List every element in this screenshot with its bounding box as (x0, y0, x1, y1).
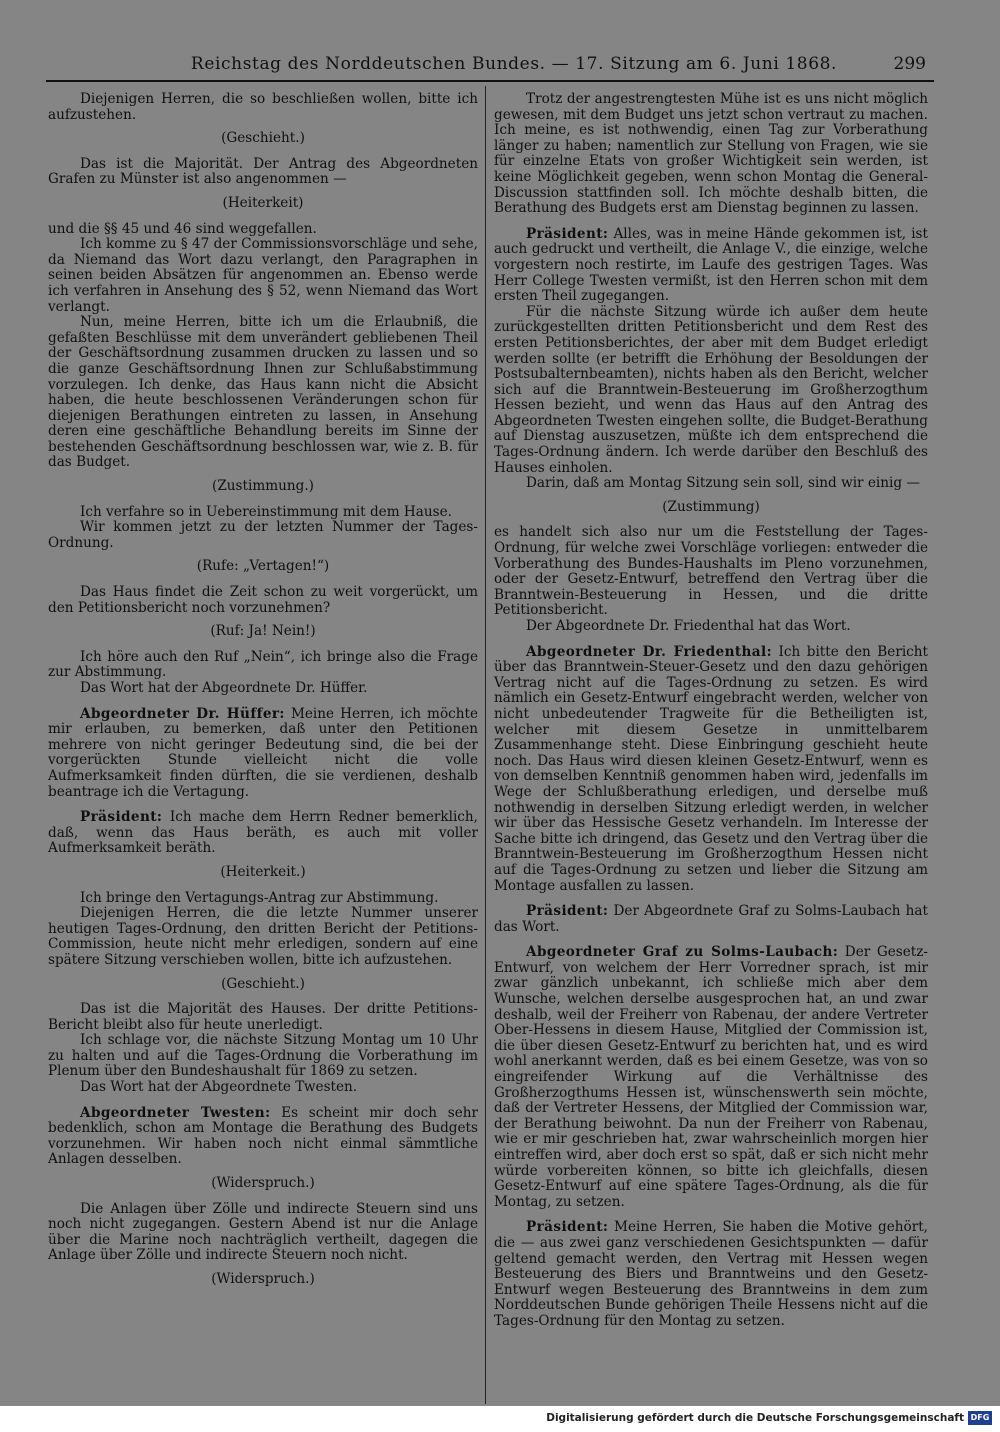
body-paragraph: Für die nächste Sitzung würde ich außer dem heute zurückgestellten dritten Petitionsbericht und dem Rest des ersten Petitionsberichtes, der aber mit dem Budget erledigt werden sollte (er betrifft die Erhöhung der Besoldungen der Postsubalternbeamten), nichts haben als den Bericht, welcher sich auf die Branntwein-Besteuerung im Großherzogthum Hessen bezieht, und wenn das Haus auf den Antrag des Abgeordneten Twesten eingehen sollte, die Budget-Berathung auf Dienstag auszusetzen, müßte ich dem entsprechend die Tages-Ordnung ändern. Ich werde darüber den Beschluß des Hauses einholen. (494, 303, 928, 476)
body-paragraph: Das ist die Majorität des Hauses. Der dritte Petitions-Bericht bleibt also für heute unerledigt. (48, 1001, 478, 1033)
speaker-name: Präsident: (526, 903, 609, 920)
body-paragraph: Der Abgeordnete Dr. Friedenthal hat das Wort. (526, 618, 851, 634)
body-paragraph: Ich verfahre so in Uebereinstimmung mit dem Hause. (80, 503, 452, 520)
speech-paragraph (48, 1106, 478, 1168)
stage-direction: (Zustimmung) (662, 498, 760, 515)
stage-direction: (Widerspruch.) (211, 1271, 315, 1287)
stage-direction: (Geschieht.) (221, 130, 305, 147)
body-paragraph: Wir kommen jetzt zu der letzten Nummer der Tages-Ordnung. (48, 519, 478, 551)
speech-text: Der Abgeordnete Graf zu Solms-Laubach hat das Wort. (494, 903, 928, 935)
speech-paragraph (494, 904, 928, 935)
speaker-name: Abgeordneter Twesten: (80, 1104, 271, 1121)
dfg-logo: DFG (968, 1411, 992, 1425)
stage-direction: (Widerspruch.) (211, 1175, 315, 1192)
speech-text: Meine Herren, Sie haben die Motive gehört, die — aus zwei ganz verschiedenen Gesichtspunkten — dafür geltend gemacht werden, den Vertrag mit Hessen wegen Besteuerung des Biers und Branntweins und den Gesetz-Entwurf wegen Besteuerung des Branntweins in dem zum Norddeutschen Bunde gehörigen Theile Hessens nicht auf die Tages-Ordnung für den Montag zu setzen. (494, 1219, 928, 1329)
body-paragraph: und die §§ 45 und 46 sind weggefallen. (48, 220, 317, 237)
body-paragraph: Die Anlagen über Zölle und indirecte Steuern sind uns noch nicht zugegangen. Gestern Abend ist nur die Anlage über die Marine noch nachträglich vertheilt, dagegen die Anlage über Zölle und indirecte Steuern noch nicht. (48, 1200, 478, 1264)
right-column (494, 92, 928, 1330)
page-number: 299 (893, 54, 926, 74)
body-paragraph: Diejenigen Herren, die so beschließen wollen, bitte ich aufzustehen. (48, 91, 478, 123)
speaker-name: Präsident: (526, 225, 609, 242)
body-paragraph: Diejenigen Herren, die die letzte Nummer unserer heutigen Tages-Ordnung, den dritten Bericht der Petitions-Commission, heute nicht mehr erledigen, sondern auf eine spätere Sitzung verschieben wollen, bitte ich aufzustehen. (48, 905, 478, 968)
body-paragraph: Das Wort hat der Abgeordnete Twesten. (80, 1079, 358, 1096)
speech-paragraph (48, 707, 478, 801)
speaker-name: Präsident: (526, 1219, 609, 1236)
stage-direction: (Heiterkeit) (222, 194, 304, 211)
speech-text: Der Gesetz-Entwurf, von welchem der Herr Vorredner sprach, ist mir zwar gänzlich unbekannt, ich schließe mich aber dem Wunsche, welchen derselbe ausgesprochen hat, an und zwar deshalb, weil der Freiherr von Rabenau, der andere Vertreter Ober-Hessens in diesem Hause, Mitglied der Commission ist, die über diesen Gesetz-Entwurf zu berichten hat, und es wird wohl anerkannt werden, daß es bei einem Gesetze, was von so eingreifender Wirkung auf die Verhältnisse des Großherzogthums Hessen ist, wünschenswerth sein möchte, daß der Vertreter Hessens, der Mitglied der Commission war, der Berathung beiwohnt. Da nun der Freiherr von Rabenau, wie er mir geschrieben hat, zwar wahrscheinlich morgen hier eintreffen wird, aber doch erst so spät, daß er sich nicht mehr würde vorbereiten können, so bitte ich gleichfalls, diesen Gesetz-Entwurf auf eine spätere Tages-Ordnung, als die für Montag, zu setzen. (494, 944, 928, 1210)
footer-bar (0, 1406, 1000, 1432)
speech-paragraph (48, 810, 478, 857)
body-paragraph: es handelt sich also nur um die Feststellung der Tages-Ordnung, für welche zwei Vorschläge vorliegen: entweder die Vorberathung des Bundes-Haushalts im Pleno vorzunehmen, oder der Gesetz-Entwurf, betreffend den Vertrag über die Branntwein-Besteuerung in Hessen, und die dritte Petitionsbericht. (494, 524, 928, 619)
speech-text: Meine Herren, ich möchte mir erlauben, zu bemerken, daß unter den Petitionen mehrere von nicht geringer Bedeutung sind, die bei der vorgerückten Stunde vielleicht nicht die volle Aufmerksamkeit finden dürften, die sie verdienen, deshalb beantrage ich die Vertagung. (48, 705, 479, 800)
body-paragraph: Ich komme zu § 47 der Commissionsvorschläge und sehe, da Niemand das Wort dazu verlangt, den Paragraphen in seinen beiden Absätzen für angenommen an. Ebenso werde ich verfahren in Ansehung des § 52, wenn Niemand das Wort verlangt. (48, 236, 478, 315)
stage-direction: (Zustimmung.) (212, 478, 314, 495)
speech-paragraph (494, 1220, 928, 1329)
stage-direction: (Rufe: „Vertagen!“) (196, 558, 330, 575)
body-paragraph: Das Wort hat der Abgeordnete Dr. Hüffer. (80, 680, 368, 696)
funding-credit: Digitalisierung gefördert durch die Deutsche Forschungsgemeinschaft (546, 1412, 964, 1424)
speech-text: Ich bitte den Bericht über das Branntwein-Steuer-Gesetz und den dazu gehörigen Vertrag nicht auf die Tages-Ordnung zu setzen. Es wird nämlich ein Gesetz-Entwurf eingebracht werden, welcher von nicht unbedeutender Tragweite für die Betheiligten ist, welcher mit diesem Gesetze in unmittelbarem Zusammenhange steht. Diese Einbringung geschieht heute noch. Das Haus wird diesen kleinen Gesetz-Entwurf, wenn es von demselben Kenntniß genommen haben wird, jedenfalls im Wege der Schlußberathung erledigen, und derselbe muß nothwendig in derselben Sitzung erledigt werden, in welcher wir über das Hessische Gesetz verhandeln. Im Interesse der Sache bitte ich dringend, das Gesetz und den Vertrag über die Branntwein-Besteuerung im Großherzogthum Hessen nicht auf die Tages-Ordnung zu setzen und lieber die Sitzung am Montage ausfallen zu lassen. (494, 643, 928, 894)
body-paragraph: Ich schlage vor, die nächste Sitzung Montag um 10 Uhr zu halten und auf die Tages-Ordnung die Vorberathung im Plenum über den Bundeshaushalt für 1869 zu setzen. (48, 1032, 478, 1080)
body-paragraph: Nun, meine Herren, bitte ich um die Erlaubniß, die gefaßten Beschlüsse mit dem unverändert gebliebenen Theil der Geschäftsordnung zusammen drucken zu lassen und so die ganze Geschäftsordnung Ihnen zur Schlußabstimmung vorzulegen. Ich denke, das Haus kann nicht die Absicht haben, die heute beschlossenen Veränderungen schon für diejenigen Berathungen eintreten zu lassen, in Ansehung deren eine geschäftliche Behandlung bereits im Sinne der bestehenden Geschäftsordnung beschlossen war, wie z. B. für das Budget. (48, 314, 478, 471)
speech-text: Alles, was in meine Hände gekommen ist, ist auch gedruckt und vertheilt, die Anlage V., die einzige, welche vorgestern noch restirte, im Laufe des gestrigen Tages. Was Herr College Twesten vermißt, ist den Herren schon mit dem ersten Theil zugegangen. (494, 225, 928, 305)
speech-text: Es scheint mir doch sehr bedenklich, schon am Montage die Berathung des Budgets vorzunehmen. Wir haben noch nicht einmal sämmtliche Anlagen desselben. (48, 1104, 478, 1168)
speech-paragraph (494, 645, 928, 895)
body-paragraph: Ich höre auch den Ruf „Nein“, ich bringe also die Frage zur Abstimmung. (48, 648, 478, 681)
stage-direction: (Heiterkeit.) (220, 863, 306, 880)
running-title: Reichstag des Norddeutschen Bundes. — 17. Sitzung am 6. Juni 1868. (190, 54, 838, 74)
speaker-name: Abgeordneter Dr. Hüffer: (80, 705, 285, 722)
stage-direction: (Geschieht.) (221, 975, 305, 992)
body-paragraph: Trotz der angestrengtesten Mühe ist es uns nicht möglich gewesen, mit dem Budget uns jetzt schon vertraut zu machen. Ich meine, es ist nothwendig, einen Tag zur Vorberathung länger zu haben; namentlich zur Stellung von Fragen, wie sie für einzelne Etats von großer Wichtigkeit sein werden, ist keine Möglichkeit gegeben, wenn schon Montag die General-Discussion stattfinden soll. Ich möchte deshalb bitten, die Berathung des Budgets erst am Dienstag beginnen zu lassen. (494, 91, 928, 217)
column-divider (485, 86, 486, 1404)
page-header (46, 50, 934, 82)
stage-direction: (Ruf: Ja! Nein!) (210, 623, 316, 640)
body-paragraph: Das ist die Majorität. Der Antrag des Abgeordneten Grafen zu Münster ist also angenommen — (48, 155, 478, 188)
speaker-name: Abgeordneter Dr. Friedenthal: (526, 643, 773, 660)
speech-text: Ich mache dem Herrn Redner bemerklich, daß, wenn das Haus beräth, es auch mit voller Aufmerksamkeit beräth. (48, 809, 478, 857)
body-paragraph: Das Haus findet die Zeit schon zu weit vorgerückt, um den Petitionsbericht noch vorzunehmen? (48, 584, 478, 616)
body-paragraph: Darin, daß am Montag Sitzung sein soll, sind wir einig — (526, 475, 920, 492)
speaker-name: Abgeordneter Graf zu Solms-Laubach: (526, 944, 839, 961)
speech-paragraph (494, 227, 928, 305)
body-paragraph: Ich bringe den Vertagungs-Antrag zur Abstimmung. (80, 889, 439, 906)
left-column (48, 92, 478, 1298)
speaker-name: Präsident: (80, 809, 163, 826)
speech-paragraph (494, 945, 928, 1210)
